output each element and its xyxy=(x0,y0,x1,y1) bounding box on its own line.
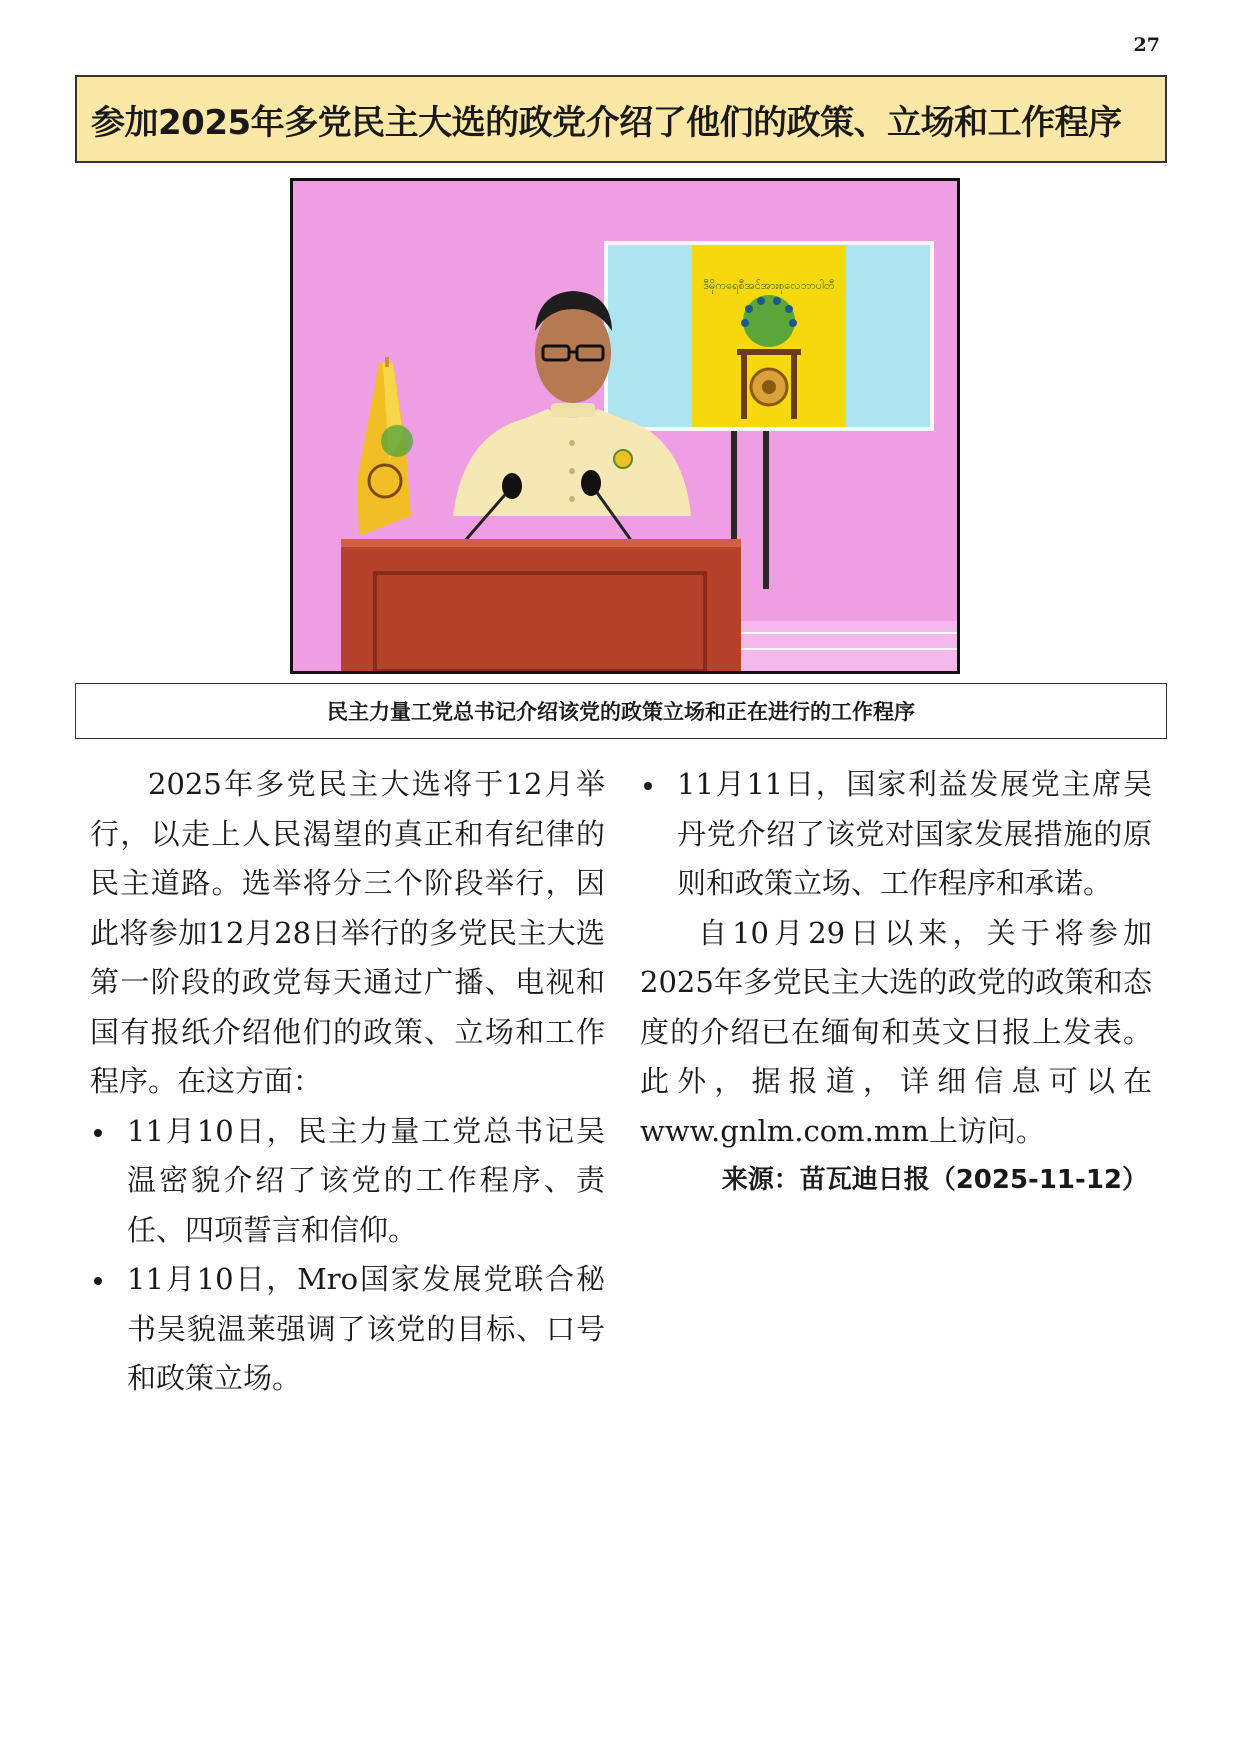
article-title: 参加2025年多党民主大选的政党介绍了他们的政策、立场和工作程序 xyxy=(75,75,1167,163)
list-item: 11月10日，民主力量工党总书记吴温密貌介绍了该党的工作程序、责任、四项誓言和信仰。 xyxy=(90,1107,605,1256)
article-photo xyxy=(290,178,960,674)
body-paragraph: 自10月29日以来，关于将参加2025年多党民主大选的政党的政策和态度的介绍已在缅甸和英文日报上发表。此外，据报道，详细信息可以在www.gnlm.com.mm上访问。 xyxy=(640,915,1152,1148)
list-item: 11月11日，国家利益发展党主席吴丹党介绍了该党对国家发展措施的原则和政策立场、工作程序和承诺。 xyxy=(640,760,1152,909)
banner-text: ဒီမိုကရေစီအင်အားစုလေဘာပါတီ xyxy=(703,279,835,292)
list-item: 11月10日，Mro国家发展党联合秘书吴貌温莱强调了该党的目标、口号和政策立场。 xyxy=(90,1255,605,1404)
right-column xyxy=(640,760,1152,1206)
source-line: 来源：苗瓦迪日报（2025-11-12） xyxy=(721,1165,1148,1195)
intro-paragraph: 2025年多党民主大选将于12月举行，以走上人民渴望的真正和有纪律的民主道路。选举将分三个阶段举行，因此将参加12月28日举行的多党民主大选第一阶段的政党每天通过广播、电视和国有报纸介绍他们的政策、立场和工作程序。在这方面： xyxy=(90,767,605,1098)
page-number: 27 xyxy=(1133,34,1160,56)
photo-caption: 民主力量工党总书记介绍该党的政策立场和正在进行的工作程序 xyxy=(75,683,1167,739)
left-column xyxy=(90,760,605,1404)
